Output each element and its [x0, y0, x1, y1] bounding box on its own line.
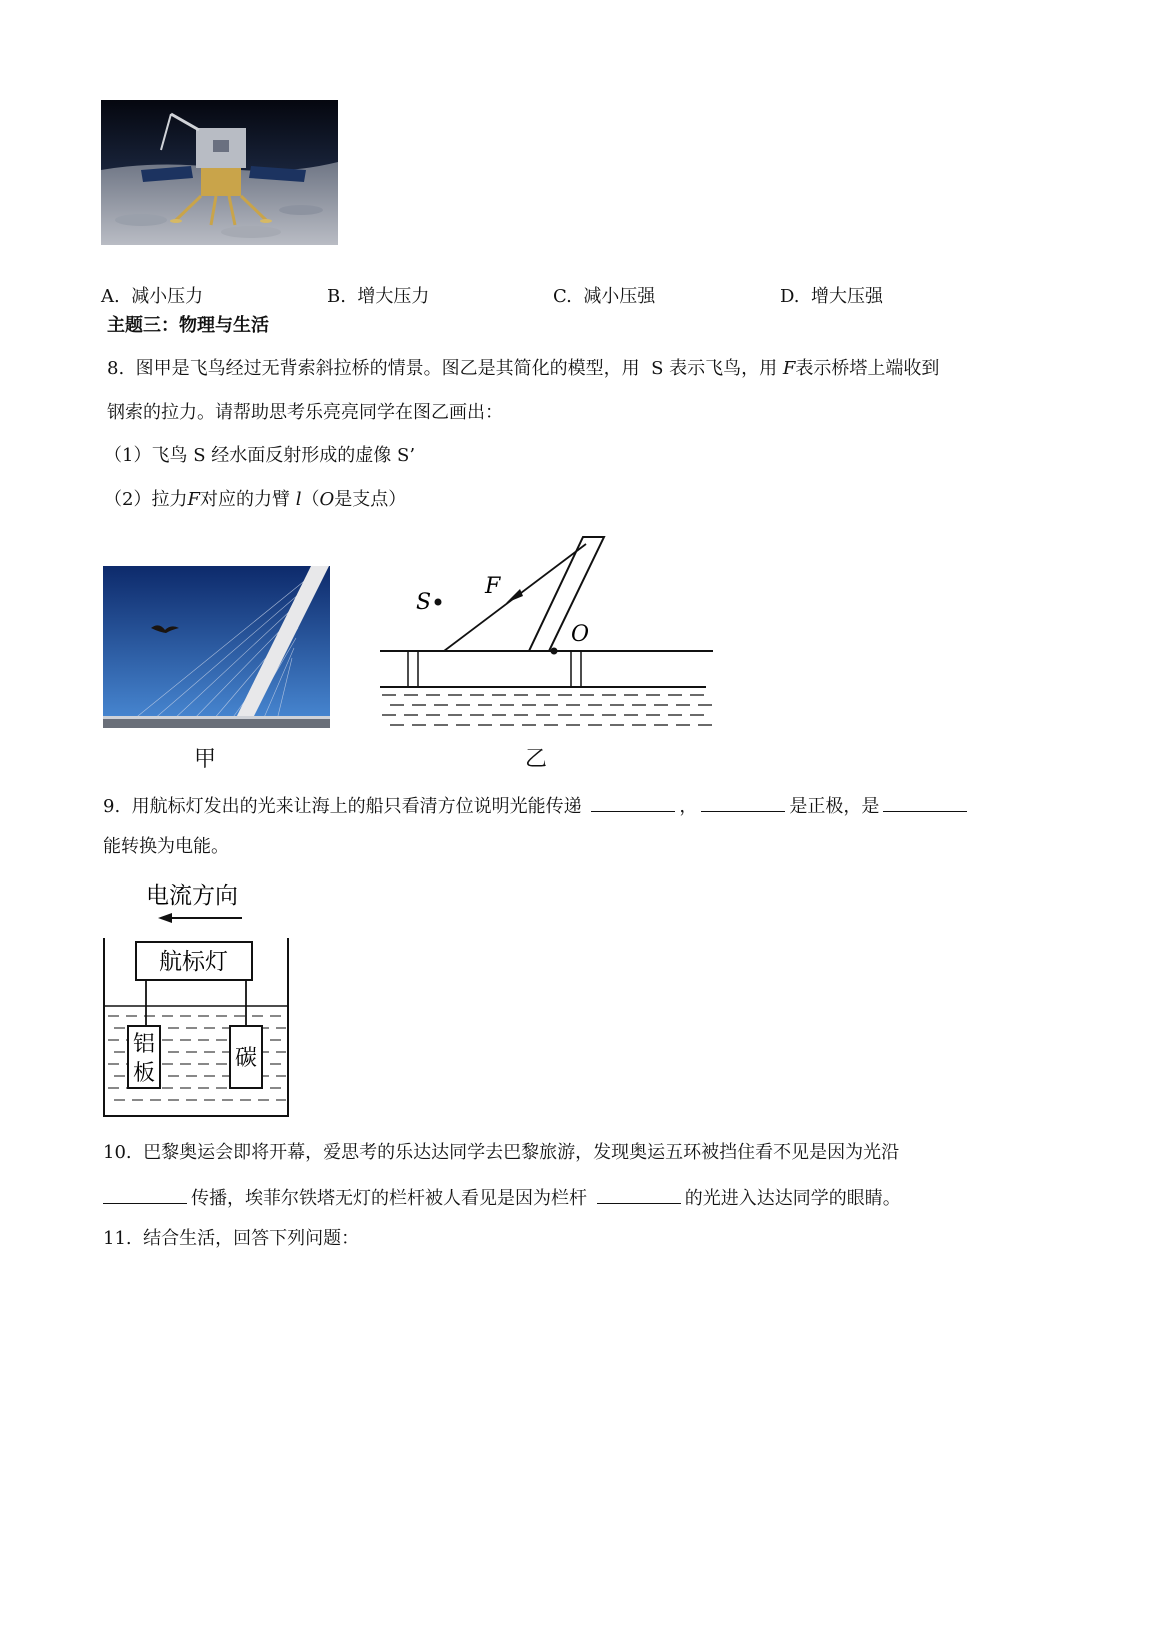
q10-blank-1[interactable]: [103, 1183, 187, 1204]
q9-number: 9.: [103, 796, 121, 817]
fig-jia-caption: 甲: [194, 747, 217, 772]
fig-yi-caption: 乙: [525, 747, 548, 772]
carbon-label: 碳: [235, 1046, 258, 1071]
option-c[interactable]: [553, 282, 655, 308]
option-b[interactable]: [327, 282, 429, 308]
pivot-point: [551, 648, 558, 655]
q9-blank-1[interactable]: [591, 791, 675, 812]
q10-line1: 10. 巴黎奥运会即将开幕，爱思考的乐达达同学去巴黎旅游，发现奥运五环被挡住看不见是因为光沿: [103, 1142, 900, 1163]
q8-line2: 钢索的拉力。请帮助思考乐亮亮同学在图乙画出：: [107, 402, 503, 423]
q10-line2: 传播，埃菲尔铁塔无灯的栏杆被人看见是因为栏杆 的光进入达达同学的眼睛。: [103, 1183, 901, 1212]
bridge-model-diagram: [378, 533, 718, 738]
option-a-letter: A.: [101, 286, 120, 307]
q9-line2: 能转换为电能。: [103, 836, 229, 857]
option-a[interactable]: [101, 282, 203, 308]
option-c-text: 减小压强: [583, 286, 656, 307]
option-c-letter: C.: [553, 286, 572, 307]
section-title: 主题三：物理与生活: [107, 315, 269, 336]
q11-line1: 11. 结合生活，回答下列问题：: [103, 1228, 360, 1249]
q8-sub1: （1）飞鸟 S 经水面反射形成的虚像 S’: [104, 445, 416, 466]
bridge-photo: [103, 566, 330, 728]
option-d-letter: D.: [780, 286, 800, 307]
lunar-lander-photo: [101, 100, 338, 245]
aluminum-label-2: 板: [133, 1061, 156, 1086]
q8-sub2: （2）拉力F对应的力臂 l（O是支点）: [104, 489, 407, 510]
q9-blank-3[interactable]: [883, 791, 967, 812]
q9-line1: 9. 用航标灯发出的光来让海上的船只看清方位说明光能传递 ， 是正极，是: [103, 791, 971, 820]
option-a-text: 减小压力: [131, 286, 204, 307]
bird-point: [435, 599, 442, 606]
option-b-text: 增大压力: [357, 286, 430, 307]
option-b-letter: B.: [327, 286, 346, 307]
label-o: O: [571, 622, 590, 647]
q10-blank-2[interactable]: [597, 1183, 681, 1204]
beacon-circuit-diagram: [100, 876, 295, 1121]
force-arrow: [506, 589, 523, 603]
tower: [529, 537, 604, 651]
lamp-label: 航标灯: [159, 949, 228, 975]
q8-line1: 8. 图甲是飞鸟经过无背索斜拉桥的情景。图乙是其简化的模型，用 S 表示飞鸟，用 F表示桥塔上端收到: [107, 358, 940, 379]
option-d-text: 增大压强: [810, 286, 883, 307]
option-d[interactable]: [780, 282, 883, 308]
q11-number: 11.: [103, 1228, 132, 1249]
label-f: F: [485, 574, 501, 599]
current-direction-label: 电流方向: [146, 883, 238, 909]
q8-number: 8.: [107, 358, 125, 379]
current-arrow: [158, 913, 172, 923]
q10-number: 10.: [103, 1142, 132, 1163]
q9-blank-2[interactable]: [701, 791, 785, 812]
aluminum-label-1: 铝: [133, 1032, 156, 1057]
label-s: S: [416, 590, 432, 615]
